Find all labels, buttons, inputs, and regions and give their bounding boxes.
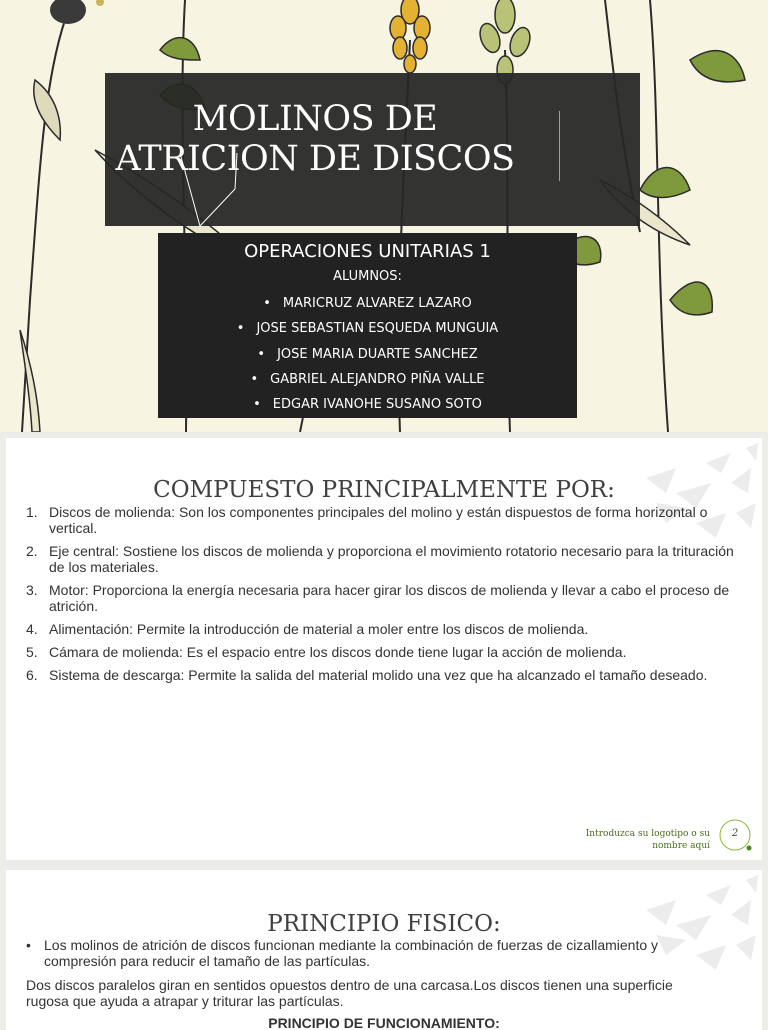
- title-line-2: ATRICION DE DISCOS: [115, 139, 515, 179]
- student-item: [158, 291, 577, 316]
- item-text: Discos de molienda: Son los componentes principales del molino y están dispuestos de forma horizontal o vertical.: [49, 504, 708, 536]
- students-label: ALUMNOS:: [333, 269, 402, 284]
- course-title: OPERACIONES UNITARIAS 1: [244, 241, 491, 262]
- footer-line-2: nombre aquí: [652, 841, 710, 851]
- slide-heading: COMPUESTO PRINCIPALMENTE POR:: [153, 477, 615, 504]
- list-item: [26, 543, 736, 575]
- student-item: [158, 392, 577, 417]
- students-list: [158, 291, 577, 417]
- page-number: 2: [731, 828, 739, 839]
- physical-principle-slide: [6, 870, 762, 1030]
- item-text: Motor: Proporciona la energía necesaria para hacer girar los discos de molienda y llevar a cabo el proceso de atrición.: [49, 582, 730, 614]
- item-number: 4.: [26, 621, 38, 637]
- bullet-icon: •: [253, 397, 261, 413]
- footer-line-1: Introduzca su logotipo o su: [585, 829, 710, 839]
- student-name: EDGAR IVANOHE SUSANO SOTO: [272, 397, 482, 413]
- list-item: [26, 504, 736, 536]
- subtitle-box: [158, 233, 577, 418]
- student-item: [158, 342, 577, 367]
- components-list: [26, 504, 736, 690]
- student-name: JOSE SEBASTIAN ESQUEDA MUNGUIA: [256, 321, 499, 337]
- student-name: MARICRUZ ALVAREZ LAZARO: [282, 296, 472, 311]
- item-number: 6.: [26, 667, 38, 683]
- bullet-text: Los molinos de atrición de discos funcionan mediante la combinación de fuerzas de cizallamiento y compresión para reducir el tamaño de las partículas.: [44, 937, 659, 969]
- item-number: 5.: [26, 644, 38, 660]
- presentation-title: [105, 99, 525, 179]
- footer-logo-placeholder: [560, 828, 710, 852]
- student-item: [158, 316, 577, 341]
- subheading: PRINCIPIO DE FUNCIONAMIENTO:: [268, 1015, 500, 1030]
- bullet-icon: •: [250, 371, 259, 387]
- title-slide: [0, 0, 768, 432]
- item-number: 2.: [26, 543, 38, 559]
- bullet-icon: •: [263, 296, 271, 311]
- components-slide: [6, 438, 762, 860]
- title-accent-line: [559, 111, 560, 181]
- list-item: [26, 582, 736, 614]
- student-name: JOSE MARIA DUARTE SANCHEZ: [277, 346, 478, 362]
- list-item: [26, 621, 736, 637]
- list-item: [26, 667, 736, 683]
- geometric-line-decoration: [175, 151, 245, 231]
- item-text: Alimentación: Permite la introducción de material a moler entre los discos de molienda.: [49, 621, 589, 637]
- item-text: Cámara de molienda: Es el espacio entre los discos donde tiene lugar la acción de molienda.: [49, 644, 627, 660]
- item-number: 3.: [26, 582, 38, 598]
- student-name: GABRIEL ALEJANDRO PIÑA VALLE: [270, 371, 485, 387]
- title-line-1: MOLINOS DE: [192, 99, 438, 139]
- bullet-item: [26, 937, 686, 969]
- bullet-icon: •: [26, 937, 31, 953]
- item-text: Eje central: Sostiene los discos de molienda y proporciona el movimiento rotatorio necesario para la trituración de los materiales.: [49, 543, 734, 575]
- description-paragraph: Dos discos paralelos giran en sentidos opuestos dentro de una carcasa.Los discos tienen una superficie rugosa que ayuda a atrapar y triturar las partículas.: [26, 977, 673, 1009]
- slide-heading: PRINCIPIO FISICO:: [267, 911, 501, 938]
- list-item: [26, 644, 736, 660]
- title-box: [105, 73, 640, 226]
- item-text: Sistema de descarga: Permite la salida del material molido una vez que ha alcanzado el tamaño deseado.: [49, 667, 708, 683]
- student-item: [158, 367, 577, 392]
- item-number: 1.: [26, 504, 38, 520]
- bullet-icon: •: [257, 346, 266, 362]
- bullet-icon: •: [236, 321, 245, 337]
